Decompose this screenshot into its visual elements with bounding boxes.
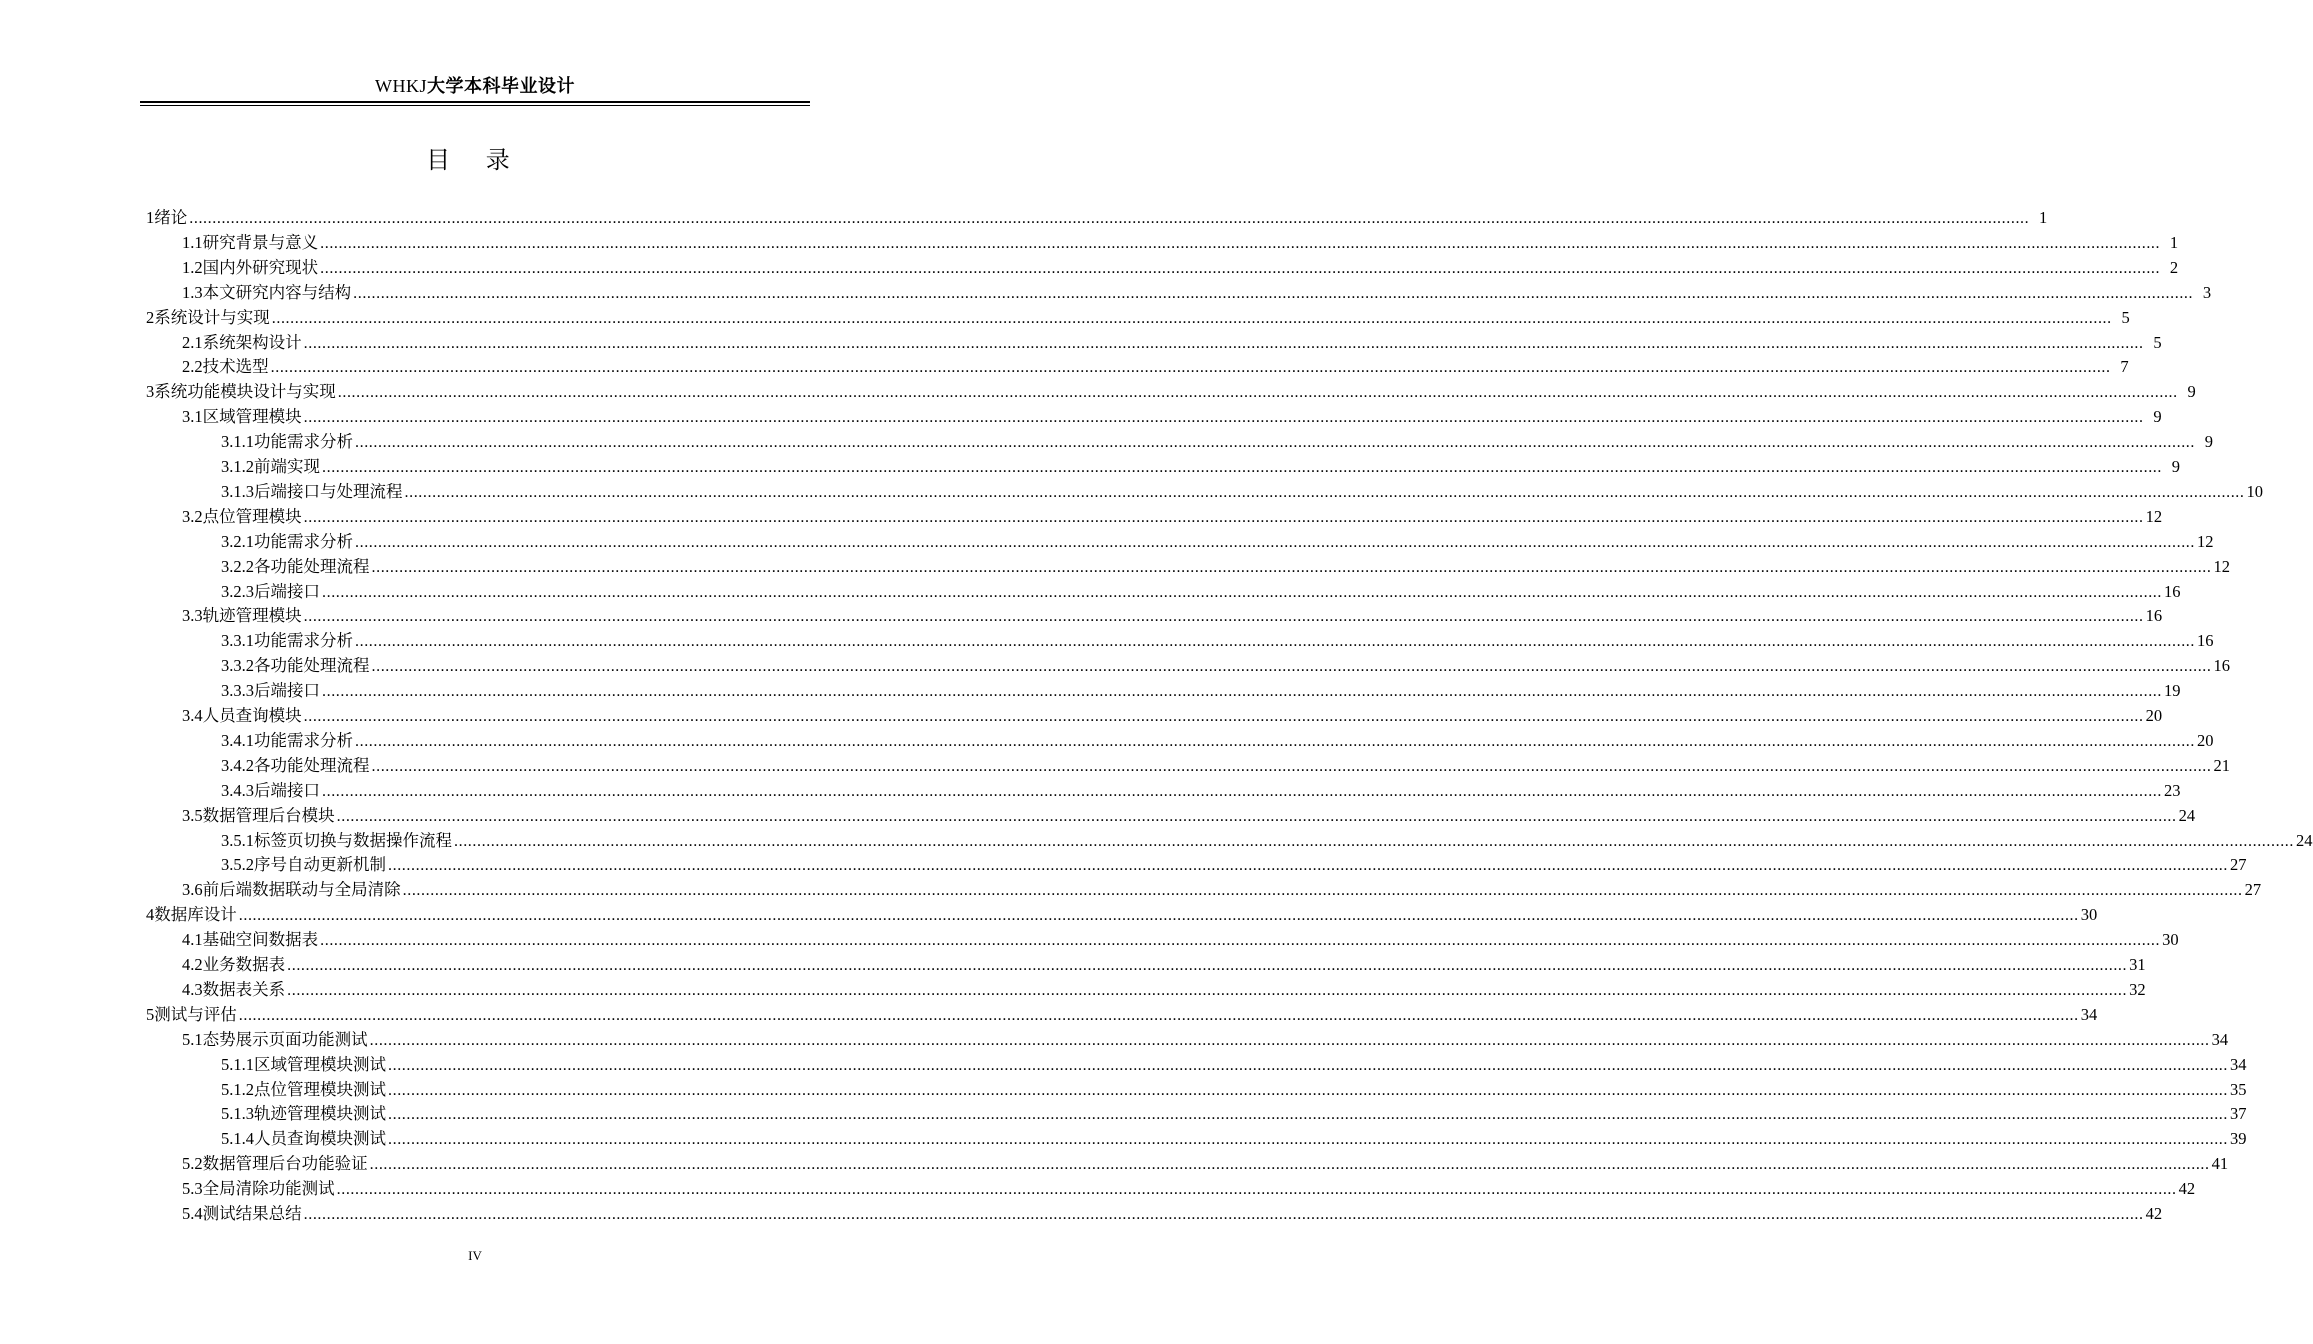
toc-leader-dots: ................................................................................................................................................................................................................................................................................................................................................................................................................ <box>355 633 2195 651</box>
toc-entry-label: 数据管理后台模块 <box>202 805 335 825</box>
toc-entry[interactable] <box>221 1101 2247 1126</box>
toc-entry-page: 20 <box>2197 730 2214 750</box>
toc-entry-number: 5.4 <box>182 1204 203 1223</box>
toc-leader-dots: ................................................................................................................................................................................................................................................................................................................................................................................................................ <box>355 533 2195 551</box>
toc-leader-dots: ................................................................................................................................................................................................................................................................................................................................................................................................................ <box>388 1131 2228 1149</box>
toc-entry-number: 4.2 <box>182 955 203 974</box>
toc-entry-number: 3.6 <box>182 880 203 900</box>
toc-entry[interactable] <box>221 628 2214 653</box>
toc-entry-number: 3.2.2 <box>221 556 254 576</box>
toc-entry-page: 34 <box>2211 1029 2229 1049</box>
toc-entry[interactable] <box>221 579 2181 604</box>
toc-entry-label: 点位管理模块 <box>202 506 302 526</box>
toc-leader-dots: ................................................................................................................................................................................................................................................................................................................................................................................................................ <box>303 409 2144 427</box>
toc-entry-label: 基础空间数据表 <box>202 930 319 950</box>
toc-entry-number: 5.1.4 <box>221 1129 254 1149</box>
toc-entry-label: 标签页切换与数据操作流程 <box>254 830 452 850</box>
toc-entry-page: 42 <box>2178 1179 2196 1199</box>
toc-leader-dots: ................................................................................................................................................................................................................................................................................................................................................................................................................ <box>303 1206 2144 1223</box>
toc-entry-page: 34 <box>2080 1004 2098 1024</box>
toc-entry-page: 16 <box>2164 581 2181 601</box>
toc-entry-page: 1 <box>2169 232 2179 252</box>
toc-entry-page: 9 <box>2171 457 2180 476</box>
toc-entry-page: 5 <box>2121 307 2130 327</box>
toc-entry-label: 本文研究内容与结构 <box>202 282 352 302</box>
toc-entry[interactable] <box>221 429 2213 454</box>
toc-entry[interactable] <box>146 305 2130 330</box>
toc-entry-label: 国内外研究现状 <box>202 257 319 277</box>
toc-entry[interactable] <box>182 230 2179 255</box>
toc-entry-number: 3.3.2 <box>221 656 254 676</box>
toc-leader-dots: ................................................................................................................................................................................................................................................................................................................................................................................................................ <box>388 1056 2228 1074</box>
toc-entry[interactable] <box>146 902 2098 927</box>
toc-entry-label: 测试结果总结 <box>202 1204 302 1223</box>
toc-entry-number: 2 <box>146 307 155 327</box>
toc-leader-dots: ................................................................................................................................................................................................................................................................................................................................................................................................................ <box>189 210 2030 227</box>
toc-entry[interactable] <box>221 852 2247 877</box>
toc-entry-label: 各功能处理流程 <box>254 656 370 676</box>
toc-leader-dots: ................................................................................................................................................................................................................................................................................................................................................................................................................ <box>353 284 2194 302</box>
toc-entry-label: 技术选型 <box>202 357 269 377</box>
toc-entry-label: 前端实现 <box>254 457 320 476</box>
toc-leader-dots: ................................................................................................................................................................................................................................................................................................................................................................................................................ <box>355 732 2195 750</box>
toc-leader-dots: ................................................................................................................................................................................................................................................................................................................................................................................................................ <box>287 957 2128 974</box>
toc-entry-number: 1.2 <box>182 257 203 277</box>
toc-entry-number: 1.1 <box>182 232 203 252</box>
toc-entry-page: 20 <box>2145 706 2163 725</box>
toc-leader-dots: ................................................................................................................................................................................................................................................................................................................................................................................................................ <box>369 1156 2210 1174</box>
toc-entry-label: 各功能处理流程 <box>254 755 370 775</box>
toc-entry-number: 3.1.2 <box>221 457 254 476</box>
toc-entry-label: 各功能处理流程 <box>254 556 370 576</box>
toc-entry-page: 35 <box>2230 1079 2247 1099</box>
toc-entry-page: 23 <box>2164 780 2181 800</box>
toc-entry-page: 21 <box>2213 755 2230 775</box>
toc-entry[interactable] <box>182 977 2146 1002</box>
running-header <box>0 72 950 98</box>
toc-entry-page: 2 <box>2169 257 2179 277</box>
toc-entry-page: 27 <box>2230 855 2247 875</box>
toc-leader-dots: ................................................................................................................................................................................................................................................................................................................................................................................................................ <box>287 981 2128 999</box>
toc-leader-dots: ................................................................................................................................................................................................................................................................................................................................................................................................................ <box>271 309 2112 327</box>
toc-entry-label: 区域管理模块 <box>202 407 302 427</box>
toc-entry-label: 数据库设计 <box>154 905 237 925</box>
toc-entry-page: 16 <box>2145 606 2163 626</box>
toc-entry-number: 3.4.1 <box>221 730 254 750</box>
toc-entry-page: 24 <box>2296 830 2313 850</box>
toc-entry-label: 区域管理模块测试 <box>254 1054 386 1074</box>
toc-leader-dots: ................................................................................................................................................................................................................................................................................................................................................................................................................ <box>320 234 2161 252</box>
toc-entry-number: 5.1.3 <box>221 1104 254 1124</box>
toc-entry-page: 34 <box>2230 1054 2247 1074</box>
toc-entry-label: 功能需求分析 <box>254 531 353 551</box>
toc-entry-number: 3.5.2 <box>221 855 254 875</box>
toc-entry-label: 系统功能模块设计与实现 <box>154 382 336 402</box>
toc-entry[interactable] <box>146 205 2048 230</box>
toc-entry-number: 3.1.1 <box>221 432 254 452</box>
toc-leader-dots: ................................................................................................................................................................................................................................................................................................................................................................................................................ <box>322 583 2162 601</box>
toc-entry-number: 3.2.1 <box>221 531 254 551</box>
page-title: 目 录 <box>426 146 524 174</box>
toc-leader-dots: ................................................................................................................................................................................................................................................................................................................................................................................................................ <box>388 1106 2228 1124</box>
toc-leader-dots: ................................................................................................................................................................................................................................................................................................................................................................................................................ <box>336 1181 2177 1199</box>
toc-entry-label: 轨迹管理模块测试 <box>254 1104 386 1124</box>
toc-leader-dots: ................................................................................................................................................................................................................................................................................................................................................................................................................ <box>322 459 2162 476</box>
toc-entry[interactable] <box>221 753 2230 778</box>
toc-entry-number: 3.5.1 <box>221 830 254 850</box>
toc-entry-page: 32 <box>2129 979 2146 999</box>
toc-entry-number: 1.3 <box>182 282 203 302</box>
toc-entry[interactable] <box>182 280 2212 305</box>
toc-entry[interactable] <box>221 678 2181 703</box>
toc-entry-label: 功能需求分析 <box>254 631 353 651</box>
toc-entry-number: 5.3 <box>182 1179 203 1199</box>
toc-entry[interactable] <box>182 1027 2229 1052</box>
toc-entry-label: 序号自动更新机制 <box>254 855 386 875</box>
toc-leader-dots: ................................................................................................................................................................................................................................................................................................................................................................................................................ <box>337 384 2178 402</box>
toc-entry[interactable] <box>146 1002 2098 1027</box>
toc-leader-dots: ................................................................................................................................................................................................................................................................................................................................................................................................................ <box>303 508 2144 526</box>
header-title: 大学本科毕业设计 <box>427 76 575 97</box>
toc-leader-dots: ................................................................................................................................................................................................................................................................................................................................................................................................................ <box>322 683 2162 701</box>
toc-entry-label: 人员查询模块测试 <box>254 1129 386 1149</box>
toc-entry-number: 3.2.3 <box>221 581 254 601</box>
toc-entry[interactable] <box>182 927 2179 952</box>
toc-entry-number: 1 <box>146 208 155 227</box>
toc-entry-page: 37 <box>2230 1104 2247 1124</box>
toc-entry[interactable] <box>182 330 2162 355</box>
toc-leader-dots: ................................................................................................................................................................................................................................................................................................................................................................................................................ <box>320 259 2161 277</box>
toc-entry-label: 研究背景与意义 <box>202 232 319 252</box>
toc-leader-dots: ................................................................................................................................................................................................................................................................................................................................................................................................................ <box>303 334 2144 352</box>
toc-entry[interactable] <box>182 877 2262 902</box>
toc-entry-number: 2.2 <box>182 357 203 377</box>
toc-entry-page: 3 <box>2202 282 2212 302</box>
toc-entry-label: 数据表关系 <box>202 979 286 999</box>
toc-entry-page: 19 <box>2164 681 2181 701</box>
toc-leader-dots: ................................................................................................................................................................................................................................................................................................................................................................................................................ <box>388 857 2228 875</box>
toc-entry-page: 9 <box>2153 407 2162 427</box>
toc-entry-label: 系统架构设计 <box>202 332 302 352</box>
toc-entry-label: 后端接口 <box>254 780 320 800</box>
toc-entry-page: 31 <box>2129 955 2146 974</box>
toc-leader-dots: ................................................................................................................................................................................................................................................................................................................................................................................................................ <box>303 708 2144 725</box>
toc-entry-number: 5 <box>146 1004 155 1024</box>
toc-entry[interactable] <box>182 703 2163 728</box>
toc-entry-number: 3.3 <box>182 606 203 626</box>
toc-entry[interactable] <box>182 803 2196 828</box>
toc-entry-number: 5.2 <box>182 1154 203 1174</box>
toc-entry-number: 3.1 <box>182 407 203 427</box>
toc-entry-page: 42 <box>2145 1204 2163 1223</box>
toc-entry-label: 态势展示页面功能测试 <box>202 1029 368 1049</box>
toc-entry-number: 3 <box>146 382 155 402</box>
toc-entry[interactable] <box>221 454 2180 479</box>
toc-leader-dots: ................................................................................................................................................................................................................................................................................................................................................................................................................ <box>454 832 2294 850</box>
toc-entry[interactable] <box>221 554 2230 579</box>
toc-leader-dots: ................................................................................................................................................................................................................................................................................................................................................................................................................ <box>371 757 2212 775</box>
toc-entry-page: 24 <box>2178 805 2196 825</box>
toc-leader-dots: ................................................................................................................................................................................................................................................................................................................................................................................................................ <box>404 483 2245 501</box>
header-prefix: WHKJ <box>375 76 427 96</box>
toc-entry-page: 1 <box>2039 208 2048 227</box>
toc-entry-page: 30 <box>2080 905 2098 925</box>
toc-entry-label: 点位管理模块测试 <box>254 1079 386 1099</box>
toc-leader-dots: ................................................................................................................................................................................................................................................................................................................................................................................................................ <box>322 782 2162 800</box>
toc-entry-number: 3.1.3 <box>221 481 254 501</box>
toc-entry-number: 2.1 <box>182 332 203 352</box>
toc-entry[interactable] <box>221 778 2181 803</box>
toc-entry-label: 绪论 <box>154 208 188 227</box>
toc-entry[interactable] <box>182 504 2163 529</box>
toc-entry[interactable] <box>221 1077 2247 1102</box>
toc-entry[interactable] <box>221 529 2214 554</box>
toc-entry-label: 全局清除功能测试 <box>202 1179 335 1199</box>
toc-leader-dots: ................................................................................................................................................................................................................................................................................................................................................................................................................ <box>371 658 2212 676</box>
toc-entry-number: 5.1.1 <box>221 1054 254 1074</box>
toc-leader-dots: ................................................................................................................................................................................................................................................................................................................................................................................................................ <box>402 882 2243 900</box>
toc-entry[interactable] <box>221 653 2230 678</box>
toc-entry-number: 4.1 <box>182 930 203 950</box>
toc-entry-label: 后端接口 <box>254 681 320 701</box>
toc-entry-number: 3.3.1 <box>221 631 254 651</box>
toc-leader-dots: ................................................................................................................................................................................................................................................................................................................................................................................................................ <box>238 907 2079 925</box>
toc-entry-number: 3.4.2 <box>221 755 254 775</box>
toc-leader-dots: ................................................................................................................................................................................................................................................................................................................................................................................................................ <box>355 434 2195 452</box>
toc-entry[interactable] <box>182 1201 2163 1226</box>
toc-entry-page: 12 <box>2145 506 2163 526</box>
toc-leader-dots: ................................................................................................................................................................................................................................................................................................................................................................................................................ <box>371 558 2212 576</box>
toc-entry-label: 业务数据表 <box>202 955 286 974</box>
toc-entry-label: 测试与评估 <box>154 1004 237 1024</box>
toc-entry-label: 功能需求分析 <box>254 432 353 452</box>
toc-leader-dots: ................................................................................................................................................................................................................................................................................................................................................................................................................ <box>369 1031 2210 1049</box>
toc-entry-number: 4.3 <box>182 979 203 999</box>
toc-entry[interactable] <box>182 952 2146 977</box>
toc-entry-number: 3.2 <box>182 506 203 526</box>
toc-entry-number: 5.1 <box>182 1029 203 1049</box>
toc-entry-page: 7 <box>2120 357 2129 377</box>
toc-entry[interactable] <box>182 1176 2196 1201</box>
toc-entry[interactable] <box>182 404 2162 429</box>
toc-entry[interactable] <box>182 354 2129 379</box>
toc-entry[interactable] <box>221 1126 2247 1151</box>
toc-entry-label: 前后端数据联动与全局清除 <box>202 880 401 900</box>
toc-leader-dots: ................................................................................................................................................................................................................................................................................................................................................................................................................ <box>303 608 2144 626</box>
toc-entry[interactable] <box>221 1052 2247 1077</box>
toc-entry-page: 27 <box>2244 880 2262 900</box>
toc-entry-page: 10 <box>2246 481 2263 501</box>
toc-entry-number: 3.3.3 <box>221 681 254 701</box>
toc-entry-label: 人员查询模块 <box>202 706 302 725</box>
toc-entry[interactable] <box>221 728 2214 753</box>
toc-entry-page: 12 <box>2197 531 2214 551</box>
toc-entry[interactable] <box>182 603 2163 628</box>
toc-leader-dots: ................................................................................................................................................................................................................................................................................................................................................................................................................ <box>336 807 2177 825</box>
toc-entry-page: 16 <box>2197 631 2214 651</box>
toc-leader-dots: ................................................................................................................................................................................................................................................................................................................................................................................................................ <box>388 1081 2228 1099</box>
toc-entry[interactable] <box>182 1151 2229 1176</box>
toc-entry-number: 4 <box>146 905 155 925</box>
toc-entry[interactable] <box>182 255 2179 280</box>
toc-entry-page: 39 <box>2230 1129 2247 1149</box>
toc-entry-page: 41 <box>2211 1154 2229 1174</box>
toc-entry[interactable] <box>146 379 2196 404</box>
toc-entry-label: 功能需求分析 <box>254 730 353 750</box>
toc-entry-page: 30 <box>2162 930 2179 950</box>
toc-entry-page: 9 <box>2204 432 2213 452</box>
header-rule-thick <box>140 101 810 103</box>
page-number: IV <box>468 1248 482 1263</box>
toc-entry-label: 轨迹管理模块 <box>202 606 302 626</box>
toc-leader-dots: ................................................................................................................................................................................................................................................................................................................................................................................................................ <box>238 1006 2079 1024</box>
toc-entry-number: 3.4.3 <box>221 780 254 800</box>
toc-entry-number: 3.4 <box>182 706 203 725</box>
toc-entry-page: 5 <box>2153 332 2162 352</box>
toc-entry-label: 后端接口与处理流程 <box>254 481 403 501</box>
toc-entry-label: 系统设计与实现 <box>154 307 270 327</box>
toc-leader-dots: ................................................................................................................................................................................................................................................................................................................................................................................................................ <box>320 932 2161 950</box>
toc-entry-page: 16 <box>2213 656 2230 676</box>
toc-leader-dots: ................................................................................................................................................................................................................................................................................................................................................................................................................ <box>270 359 2111 377</box>
toc-entry[interactable] <box>221 828 2313 853</box>
toc-entry-page: 9 <box>2187 382 2196 402</box>
toc-entry-label: 数据管理后台功能验证 <box>202 1154 368 1174</box>
toc-entry[interactable] <box>221 479 2263 504</box>
toc-entry-number: 3.5 <box>182 805 203 825</box>
toc-entry-number: 5.1.2 <box>221 1079 254 1099</box>
toc-entry-page: 12 <box>2213 556 2230 576</box>
header-rule-thin <box>140 105 810 106</box>
toc-entry-label: 后端接口 <box>254 581 320 601</box>
